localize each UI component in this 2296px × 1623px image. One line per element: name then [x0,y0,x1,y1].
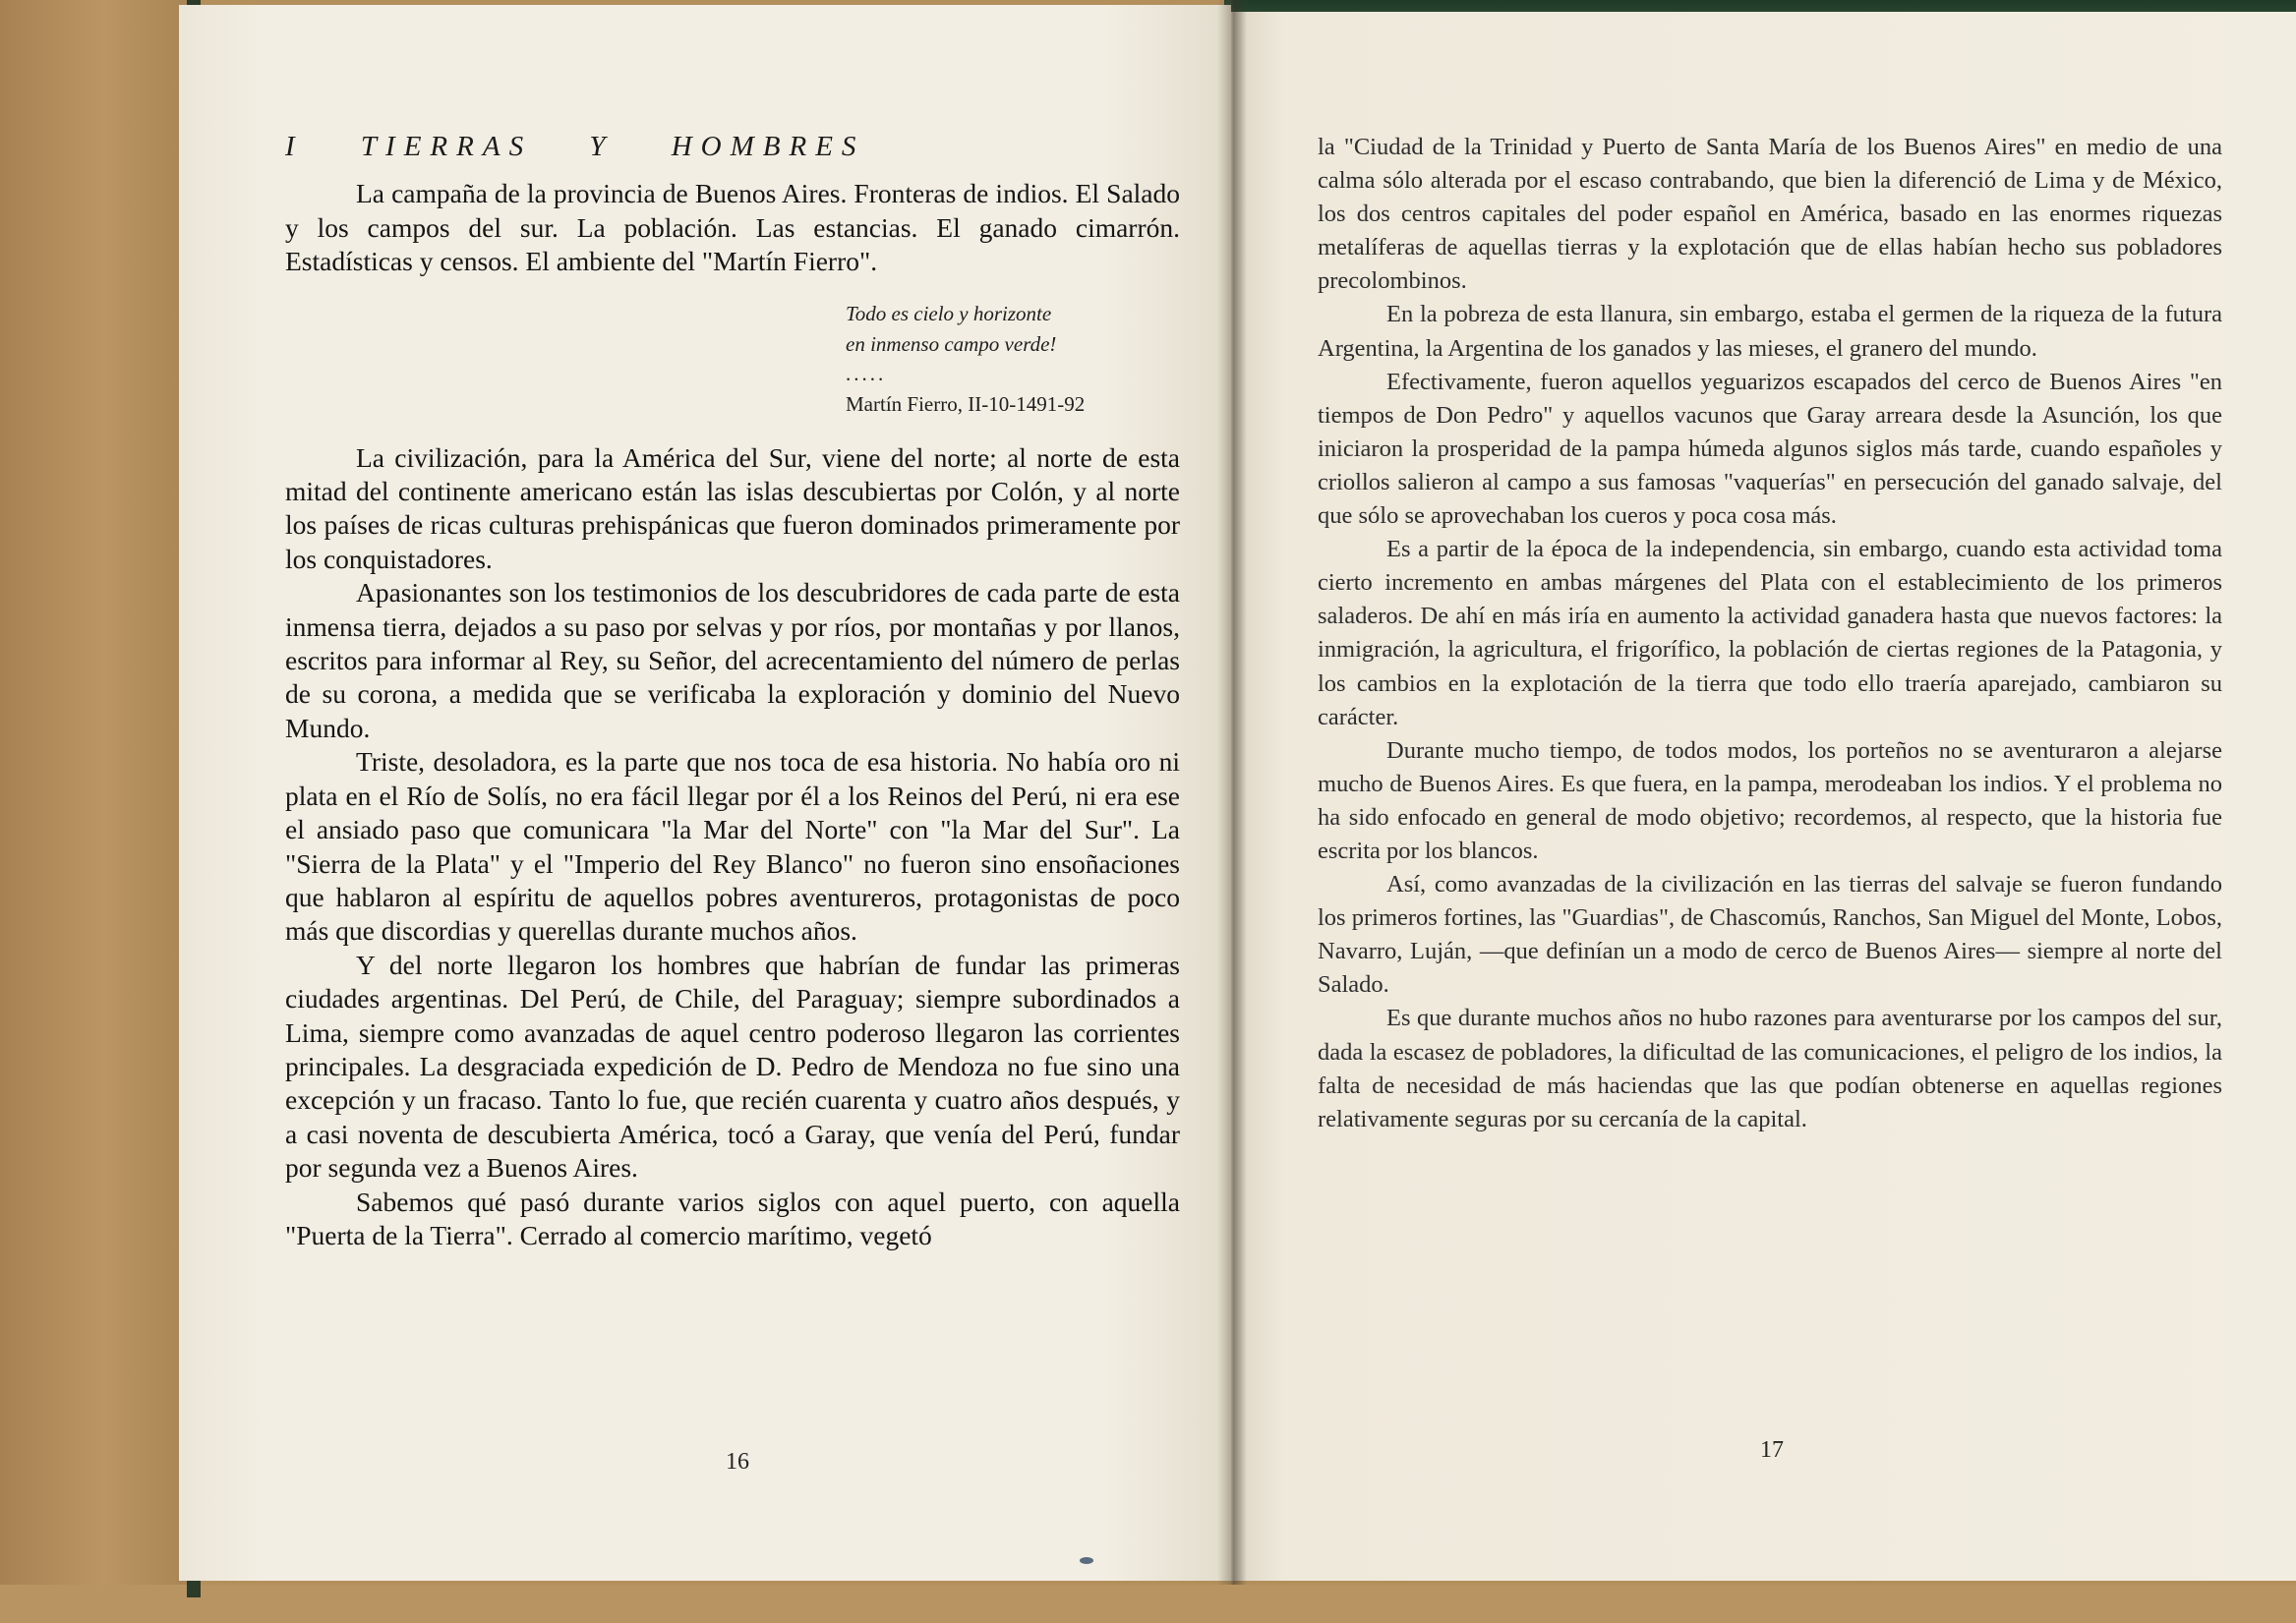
paragraph: Es que durante muchos años no hubo razones para aventurarse por los campos del sur, dada la escasez de pobladores, la dificultad de las comunicaciones, el peligro de los indios, la falta de necesidad de más haciendas que las que podían obtenerse en aquellas regiones relativamente seguras por su cercanía de la capital. [1318,1005,2222,1132]
right-page-text [1318,131,2222,1136]
chapter-number: I [285,131,304,162]
chapter-word: TIERRAS [360,131,533,162]
ink-spot [1080,1557,1093,1564]
page-number-left: 16 [726,1449,749,1475]
chapter-title [285,130,1180,163]
chapter-summary: La campaña de la provincia de Buenos Aires. Fronteras de indios. El Salado y los campos del sur. La población. Las estancias. El ganado cimarrón. Estadísticas y censos. El ambiente del "Martín Fierro". [285,178,1180,277]
paragraph: Y del norte llegaron los hombres que habrían de fundar las primeras ciudades argentinas. Del Perú, de Chile, del Paraguay; siempre subordinados a Lima, siempre como avanzadas de aquel centro poderoso llegaron las corrientes principales. La desgraciada expedición de D. Pedro de Mendoza no fue sino una excepción y un fracaso. Tanto lo fue, que recién cuarenta y cuatro años después, y a casi noventa de descubierta América, tocó a Garay, que venía del Perú, fundar por segunda vez a Buenos Aires. [285,949,1180,1184]
paragraph: Así, como avanzadas de la civilización en las tierras del salvaje se fueron fundando los primeros fortines, las "Guardias", de Chascomús, Ranchos, San Miguel del Monte, Lobos, Navarro, Luján, —que definían un a modo de cerco de Buenos Aires— siempre al norte del Salado. [1318,871,2222,999]
epigraph-attribution: Martín Fierro, II-10-1491-92 [846,391,1086,416]
page-number-right: 17 [1760,1437,1784,1463]
left-page-text [285,130,1180,1252]
chapter-word: Y [589,131,615,162]
epigraph-ellipsis: ..... [846,361,887,385]
paragraph: la "Ciudad de la Trinidad y Puerto de Santa María de los Buenos Aires" en medio de una calma sólo alterada por el escaso contrabando, que bien la diferenció de Lima y de México, los dos centros capitales del poder español en América, basado en las enormes riquezas metalíferas de aquellas tierras y la explotación que de ellas habían hecho sus pobladores precolombinos. [1318,134,2222,295]
paragraph: Sabemos qué pasó durante varios siglos con aquel puerto, con aquella "Puerta de la Tierra". Cerrado al comercio marítimo, vegetó [285,1186,1180,1250]
chapter-word: HOMBRES [671,131,865,162]
book-gutter [1217,0,1247,1585]
cardboard-background-bottom [0,1585,2296,1623]
paragraph: Es a partir de la época de la independencia, sin embargo, cuando esta actividad toma cierto incremento en ambas márgenes del Plata con el establecimiento de los primeros saladeros. De ahí en más iría en aumento la actividad ganadera hasta que nuevos factores: la inmigración, la agricultura, el frigorífico, la población de ciertas regiones de la Patagonia, y los cambios en la explotación de la tierra que todo ello traería aparejado, cambiaron su carácter. [1318,536,2222,730]
cardboard-background-left [0,0,187,1623]
paragraph: Apasionantes son los testimonios de los descubridores de cada parte de esta inmensa tierra, dejados a su paso por selvas y por ríos, por montañas y por llanos, escritos para informar al Rey, su Señor, del acrecentamiento del número de perlas de su corona, a medida que se verificaba la exploración y dominio del Nuevo Mundo. [285,577,1180,743]
paragraph: Efectivamente, fueron aquellos yeguarizos escapados del cerco de Buenos Aires "en tiempos de Don Pedro" y aquellos vacunos que Garay arreara desde la Asunción, los que iniciaron la prosperidad de la pampa húmeda algunos siglos más tarde, cuando españoles y criollos salieron al campo a sus famosas "vaquerías" en persecución del ganado salvaje, del que sólo se aprovechaban los cueros y poca cosa más. [1318,368,2222,530]
paragraph: Triste, desoladora, es la parte que nos toca de esa historia. No había oro ni plata en el Río de Solís, no era fácil llegar por él a los Reinos del Perú, ni era ese el ansiado paso que comunicara "la Mar del Norte" con "la Mar del Sur". La "Sierra de la Plata" y el "Imperio del Rey Blanco" no fueron sino ensoñaciones que hablaron al espíritu de aquellos pobres aventureros, protagonistas de poco más que discordias y querellas durante muchos años. [285,746,1180,947]
epigraph-line: en inmenso campo verde! [846,331,1057,356]
paragraph: En la pobreza de esta llanura, sin embargo, estaba el germen de la riqueza de la futura Argentina, la Argentina de los ganados y las mieses, el granero del mundo. [1318,301,2222,362]
epigraph-line: Todo es cielo y horizonte [846,301,1052,325]
epigraph [846,299,1180,420]
paragraph: La civilización, para la América del Sur, viene del norte; al norte de esta mitad del continente americano están las islas descubiertas por Colón, y al norte los países de ricas culturas prehispánicas que fueron dominados primeramente por los conquistadores. [285,441,1180,574]
paragraph: Durante mucho tiempo, de todos modos, los porteños no se aventuraron a alejarse mucho de Buenos Aires. Es que fuera, en la pampa, merodeaban los indios. Y el problema no ha sido enfocado en general de modo objetivo; recordemos, al respecto, que la historia fue escrita por los blancos. [1318,736,2222,864]
